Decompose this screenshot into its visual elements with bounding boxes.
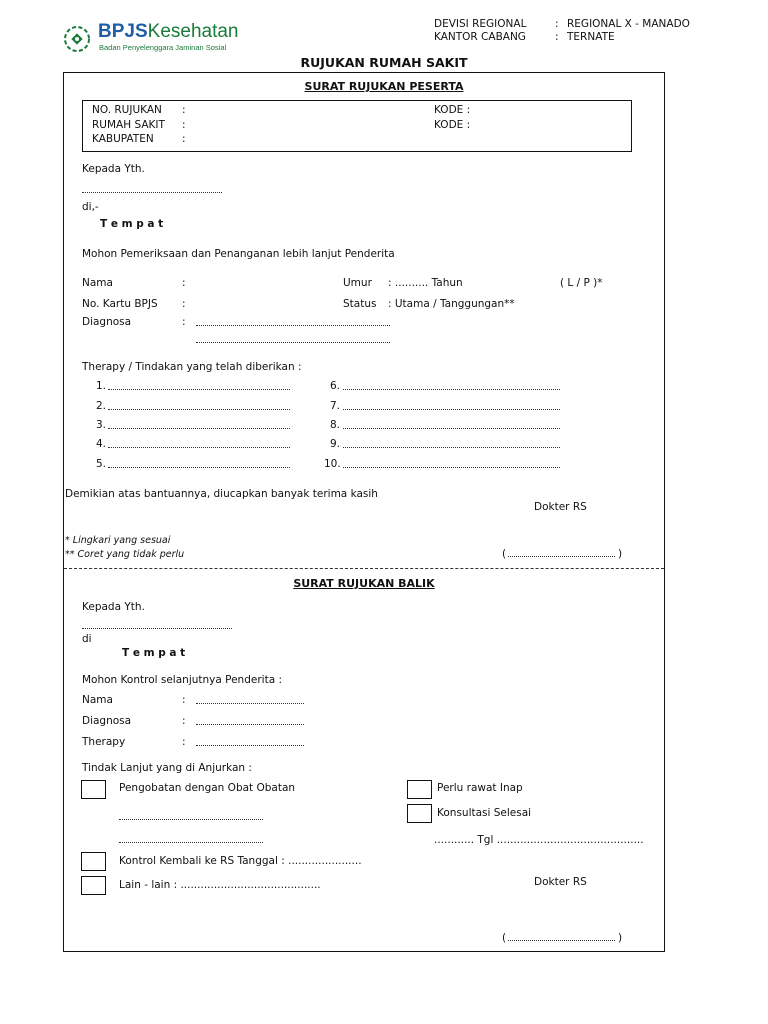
therapy-label: Therapy / Tindakan yang telah diberikan : — [82, 361, 302, 373]
therapy-item-number: 5. — [96, 458, 107, 470]
diagnosa-label: Diagnosa — [82, 316, 132, 328]
kantor-sep: : — [555, 31, 559, 43]
kontrol-label: Kontrol Kembali ke RS Tanggal : ...................... — [119, 855, 362, 867]
section1-title: SURAT RUJUKAN PESERTA — [304, 80, 464, 93]
therapy-field[interactable] — [343, 447, 560, 448]
therapy-balik-field[interactable] — [196, 745, 304, 746]
therapy-field[interactable] — [343, 409, 560, 410]
divisi-label: DEVISI REGIONAL — [434, 18, 527, 30]
umur-value: : .......... Tahun — [388, 277, 463, 289]
tempat-label: T e m p a t — [100, 218, 164, 230]
tindak-lanjut-label: Tindak Lanjut yang di Anjurkan : — [82, 762, 252, 774]
colon: : — [182, 715, 186, 727]
diagnosa-balik-label: Diagnosa — [82, 715, 132, 727]
umur-label: Umur — [343, 277, 372, 289]
signature-balik-open: ( — [502, 932, 507, 944]
nama-balik-label: Nama — [82, 694, 113, 706]
lain-label: Lain - lain : .......................................... — [119, 879, 321, 891]
section-divider — [64, 568, 664, 569]
colon: : — [182, 298, 186, 310]
therapy-item-number: 10. — [324, 458, 341, 470]
therapy-field[interactable] — [108, 428, 290, 429]
therapy-item-number: 8. — [330, 419, 341, 431]
rawat-inap-label: Perlu rawat Inap — [437, 782, 523, 794]
di-balik-label: di — [82, 633, 92, 645]
kode-label-2: KODE : — [434, 119, 471, 131]
obat-field-2[interactable] — [119, 842, 263, 843]
diagnosa-balik-field[interactable] — [196, 724, 304, 725]
konsultasi-checkbox[interactable] — [407, 804, 432, 823]
mohon-kontrol-text: Mohon Kontrol selanjutnya Penderita : — [82, 674, 283, 686]
kepada-label: Kepada Yth. — [82, 163, 145, 175]
colon: : — [182, 694, 186, 706]
obat-label: Pengobatan dengan Obat Obatan — [119, 782, 296, 794]
no-rujukan-label: NO. RUJUKAN — [92, 104, 162, 116]
divisi-sep: : — [555, 18, 559, 30]
colon: : — [182, 277, 186, 289]
colon: : — [182, 104, 186, 116]
page-title: RUJUKAN RUMAH SAKIT — [300, 55, 468, 70]
tempat-balik-label: T e m p a t — [122, 647, 186, 659]
gender-option: ( L / P )* — [560, 277, 603, 289]
kantor-label: KANTOR CABANG — [434, 31, 526, 43]
colon: : — [182, 736, 186, 748]
signature-field[interactable] — [508, 556, 615, 557]
therapy-item-number: 7. — [330, 400, 341, 412]
kode-label-1: KODE : — [434, 104, 471, 116]
colon: : — [182, 316, 186, 328]
kepada-balik-label: Kepada Yth. — [82, 601, 145, 613]
kontrol-checkbox[interactable] — [81, 852, 106, 871]
therapy-item-number: 3. — [96, 419, 107, 431]
divisi-value: REGIONAL X - MANADO — [567, 18, 690, 30]
nama-balik-field[interactable] — [196, 703, 304, 704]
therapy-item-number: 1. — [96, 380, 107, 392]
diagnosa-field-2[interactable] — [196, 342, 390, 343]
footnote-1: * Lingkari yang sesuai — [65, 535, 171, 546]
footnote-2: ** Coret yang tidak perlu — [65, 549, 185, 560]
bpjs-logo — [62, 18, 239, 58]
lain-checkbox[interactable] — [81, 876, 106, 895]
tanggal-field[interactable]: ............ Tgl ............................................ — [434, 834, 644, 846]
therapy-item-number: 4. — [96, 438, 107, 450]
kartu-label: No. Kartu BPJS — [82, 298, 158, 310]
signature-open: ( — [502, 548, 507, 560]
signature-close: ) — [618, 548, 623, 560]
therapy-balik-label: Therapy — [82, 736, 126, 748]
kabupaten-label: KABUPATEN — [92, 133, 154, 145]
kantor-value: TERNATE — [567, 31, 615, 43]
therapy-item-number: 6. — [330, 380, 341, 392]
colon: : — [182, 119, 186, 131]
rawat-inap-checkbox[interactable] — [407, 780, 432, 799]
closing-text: Demikian atas bantuannya, diucapkan banyak terima kasih — [65, 488, 378, 500]
signature-balik-field[interactable] — [508, 940, 615, 941]
nama-label: Nama — [82, 277, 113, 289]
di-label: di,- — [82, 201, 99, 213]
obat-checkbox[interactable] — [81, 780, 106, 799]
therapy-item-number: 2. — [96, 400, 107, 412]
therapy-item-number: 9. — [330, 438, 341, 450]
bpjs-emblem-icon — [62, 24, 92, 54]
therapy-field[interactable] — [108, 409, 290, 410]
status-value: : Utama / Tanggungan** — [388, 298, 515, 310]
logo-bpjs-text: BPJS — [98, 21, 148, 42]
rumah-sakit-label: RUMAH SAKIT — [92, 119, 165, 131]
kepada-balik-field[interactable] — [82, 628, 232, 629]
mohon-text: Mohon Pemeriksaan dan Penanganan lebih lanjut Penderita — [82, 248, 395, 260]
konsultasi-label: Konsultasi Selesai — [437, 807, 532, 819]
colon: : — [182, 133, 186, 145]
signature-balik-close: ) — [618, 932, 623, 944]
logo-kesehatan-text: Kesehatan — [147, 21, 239, 42]
therapy-field[interactable] — [108, 467, 290, 468]
therapy-field[interactable] — [108, 447, 290, 448]
dokter-rs-label: Dokter RS — [534, 501, 587, 513]
therapy-field[interactable] — [343, 389, 560, 390]
kepada-field[interactable] — [82, 192, 222, 193]
therapy-field[interactable] — [343, 467, 560, 468]
therapy-field[interactable] — [108, 389, 290, 390]
dokter-rs-balik-label: Dokter RS — [534, 876, 587, 888]
obat-field-1[interactable] — [119, 819, 263, 820]
therapy-field[interactable] — [343, 428, 560, 429]
section2-title: SURAT RUJUKAN BALIK — [293, 577, 435, 590]
logo-tagline: Badan Penyelenggara Jaminan Sosial — [99, 43, 227, 52]
diagnosa-field-1[interactable] — [196, 325, 390, 326]
status-label: Status — [343, 298, 377, 310]
